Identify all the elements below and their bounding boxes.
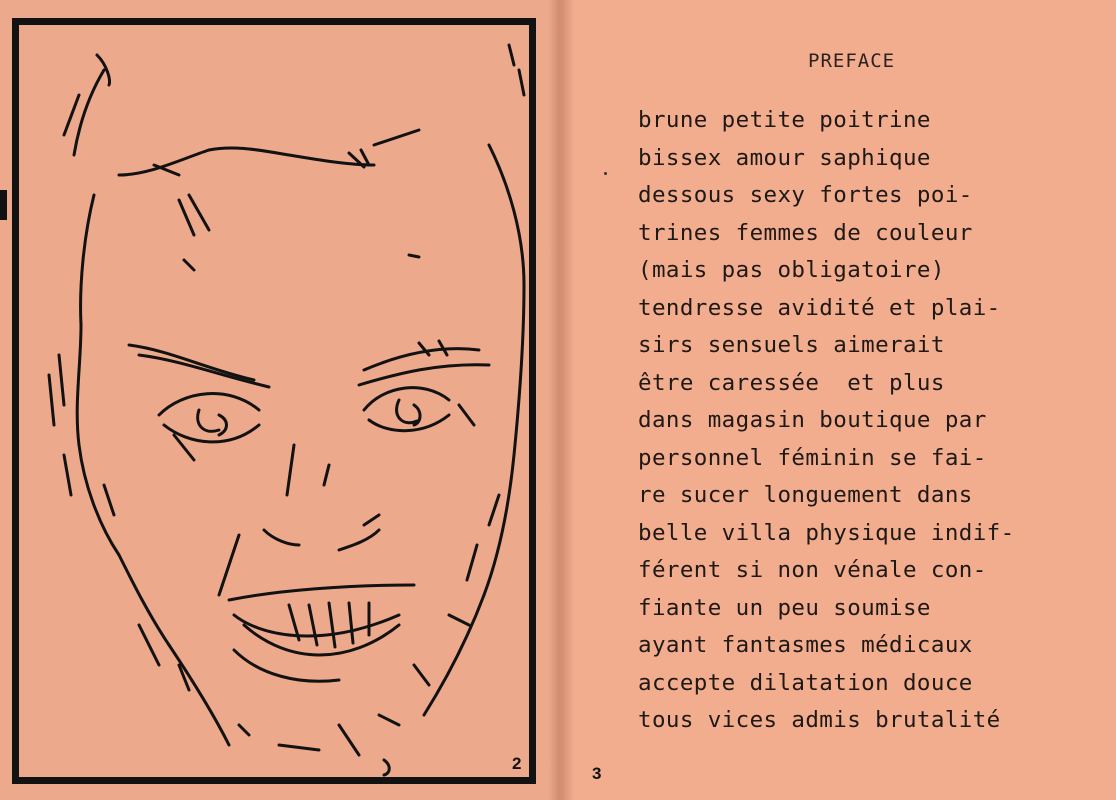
- text-line: férent si non vénale con-: [638, 557, 987, 583]
- text-line: trines femmes de couleur: [638, 219, 973, 246]
- text-line: re sucer longuement dans: [638, 482, 973, 508]
- ink-speck: [604, 172, 607, 175]
- text-line: belle villa physique indif-: [638, 519, 1015, 546]
- face-illustration: [19, 25, 529, 777]
- page-number-right: 3: [592, 764, 602, 783]
- book-gutter: [548, 0, 574, 800]
- text-line: (mais pas obligatoire): [638, 257, 945, 283]
- text-line: bissex amour saphique: [638, 144, 931, 171]
- page-number-left: 2: [512, 754, 522, 773]
- text-line: tous vices admis brutalité: [638, 707, 1001, 733]
- text-line: sirs sensuels aimerait: [638, 332, 945, 358]
- text-line: être caressée et plus: [638, 369, 945, 396]
- preface-title: PREFACE: [808, 50, 896, 72]
- page-edge-mark: [0, 190, 7, 220]
- preface-text: [638, 102, 1108, 740]
- text-line: personnel féminin se fai-: [638, 444, 987, 471]
- text-line: brune petite poitrine: [638, 107, 931, 133]
- text-line: fiante un peu soumise: [638, 594, 931, 621]
- text-line: dessous sexy fortes poi-: [638, 182, 973, 208]
- text-line: tendresse avidité et plai-: [638, 294, 1001, 321]
- text-line: accepte dilatation douce: [638, 669, 973, 696]
- text-line: ayant fantasmes médicaux: [638, 632, 973, 658]
- text-line: dans magasin boutique par: [638, 407, 987, 433]
